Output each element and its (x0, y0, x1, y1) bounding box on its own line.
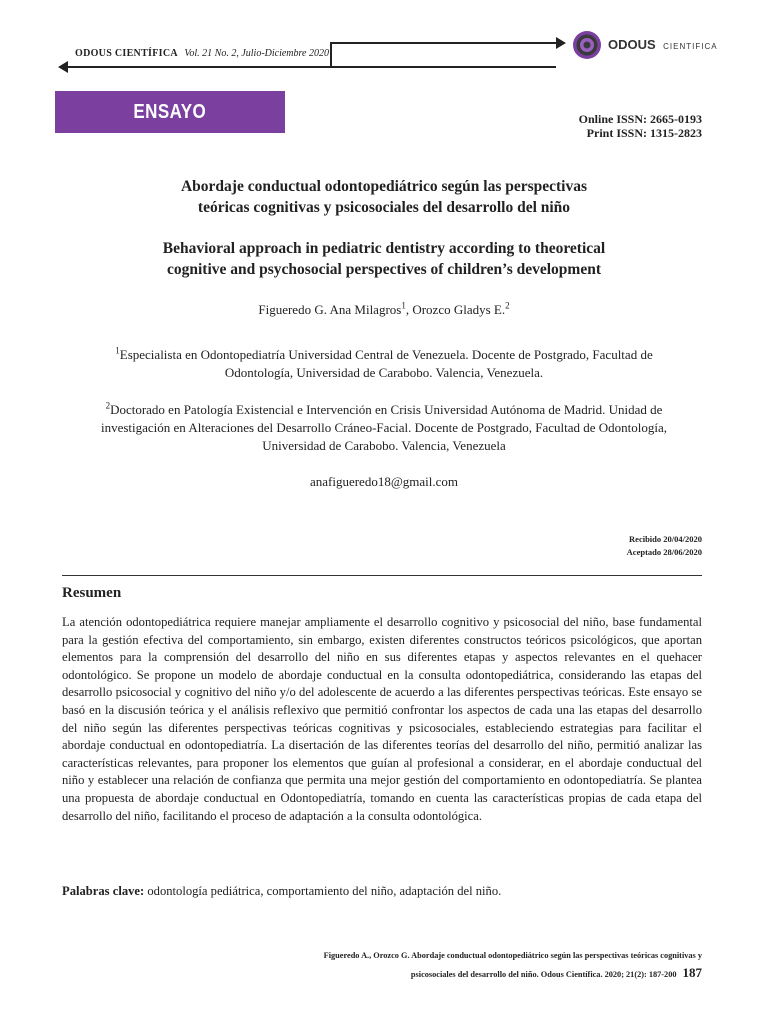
abstract-body: La atención odontopediátrica requiere manejar ampliamente el desarrollo cognitivo y psicosocial del niño, base fundamental para la gestión efectiva del comportamiento, sin embargo, existen diferentes constructos teóricos psicológicos, que aportan elementos para la comprensión del desarrollo del niño en sus diferentes etapas y aspectos relevantes en el quehacer odontológico. Se propone un modelo de abordaje conductual en la consulta odontopediátrica, considerando las etapas del desarrollo psicosocial y cognitivo del niño y/o del adolescente de acuerdo a las diferentes perspectivas teóricas. Este ensayo se basó en la discusión teórica y el análisis reflexivo que permitió confrontar los aspectos de cada una las etapas del desarrollo del niño según las diferentes perspectivas teóricas cognitivas y psicosociales, estableciendo estrategias para facilitar el abordaje conductual en odontopediatría. La disertación de las diferentes teorías del desarrollo del niño, permitió analizar las características relevantes, para proponer los elementos que guían al profesional a considerar, en el abordaje conductual del niño y establecer una relación de confianza que permita una mejor gestión del comportamiento en odontopediatría. Se plantea una propuesta de abordaje conductual en Odontopediatría, tomando en cuenta las características propias de cada etapa del desarrollo del niño, facilitando el proceso de adaptación a la consulta odontológica. (62, 615, 702, 823)
print-issn: Print ISSN: 1315-2823 (586, 126, 702, 140)
affil-text: Doctorado en Patología Existencial e Intervención en Crisis Universidad Autónoma de Madrid. Unidad de investigación en Alteraciones del Desarrollo Cráneo-Facial. Docente de Postgrado, Facultad de Odontología, Universidad de Carabobo. Valencia, Venezuela (100, 402, 668, 453)
journal-name: ODOUS CIENTÍFICA (75, 48, 178, 59)
affil-mark: 1 (115, 345, 120, 356)
citation-line: psicosociales del desarrollo del niño. Odous Científica. 2020; 21(2): 187-200 (410, 970, 677, 979)
section-divider (62, 575, 702, 576)
contact-email[interactable]: anafigueredo18@gmail.com (309, 474, 459, 489)
author-name: Figueredo G. Ana Milagros (258, 302, 402, 317)
title-english-line: Behavioral approach in pediatric dentistry according to theoretical (162, 240, 606, 257)
affil-text: Especialista en Odontopediatría Universidad Central de Venezuela. Docente de Postgrado, Facultad de Odontología, Universidad de Carabobo. Valencia, Venezuela. (119, 347, 653, 380)
keywords-label: Palabras clave: (62, 884, 145, 898)
journal-running-head (75, 48, 329, 59)
keywords-list: odontología pediátrica, comportamiento del niño, adaptación del niño. (147, 884, 502, 898)
title-spanish-line: teóricas cognitivas y psicosociales del desarrollo del niño (197, 199, 571, 216)
arrow-right-icon (556, 37, 566, 49)
title-english-line: cognitive and psychosocial perspectives of children’s development (167, 261, 601, 278)
logo-sub-text: CIENTIFICA (663, 42, 718, 51)
author-affil-mark: 2 (505, 300, 510, 311)
title-spanish (60, 176, 708, 218)
section-label: ENSAYO (133, 100, 207, 123)
authors (60, 302, 708, 318)
logo-mark-icon (572, 30, 602, 60)
footer-citation (202, 947, 702, 983)
author-name: Orozco Gladys E. (412, 302, 506, 317)
affil-mark: 2 (105, 400, 111, 411)
logo-main-text: ODOUS (608, 37, 656, 52)
header-rule-bottom (66, 66, 556, 68)
page-number: 187 (682, 965, 702, 980)
issn-block (579, 112, 702, 140)
author-affil-mark: 1 (401, 300, 406, 311)
submission-dates (627, 533, 702, 559)
affiliation-1 (100, 346, 668, 382)
arrow-left-icon (58, 61, 68, 73)
title-english (60, 238, 708, 280)
header-rule-top (330, 42, 560, 44)
accepted-date: Aceptado 28/06/2020 (626, 547, 702, 557)
author-separator: , (405, 302, 413, 317)
received-date: Recibido 20/04/2020 (629, 534, 702, 544)
header-rule-joint (330, 42, 332, 68)
journal-logo (572, 30, 718, 60)
title-spanish-line: Abordaje conductual odontopediátrico según las perspectivas (180, 178, 588, 195)
abstract-heading: Resumen (62, 585, 122, 601)
journal-issue: Vol. 21 No. 2, Julio-Diciembre 2020 (184, 48, 329, 59)
keywords (62, 884, 702, 899)
section-banner (55, 91, 285, 133)
citation-line: Figueredo A., Orozco G. Abordaje conductual odontopediátrico según las perspectivas teóricas cognitivas y (323, 951, 702, 960)
affiliation-2 (100, 401, 668, 455)
online-issn: Online ISSN: 2665-0193 (578, 112, 702, 126)
